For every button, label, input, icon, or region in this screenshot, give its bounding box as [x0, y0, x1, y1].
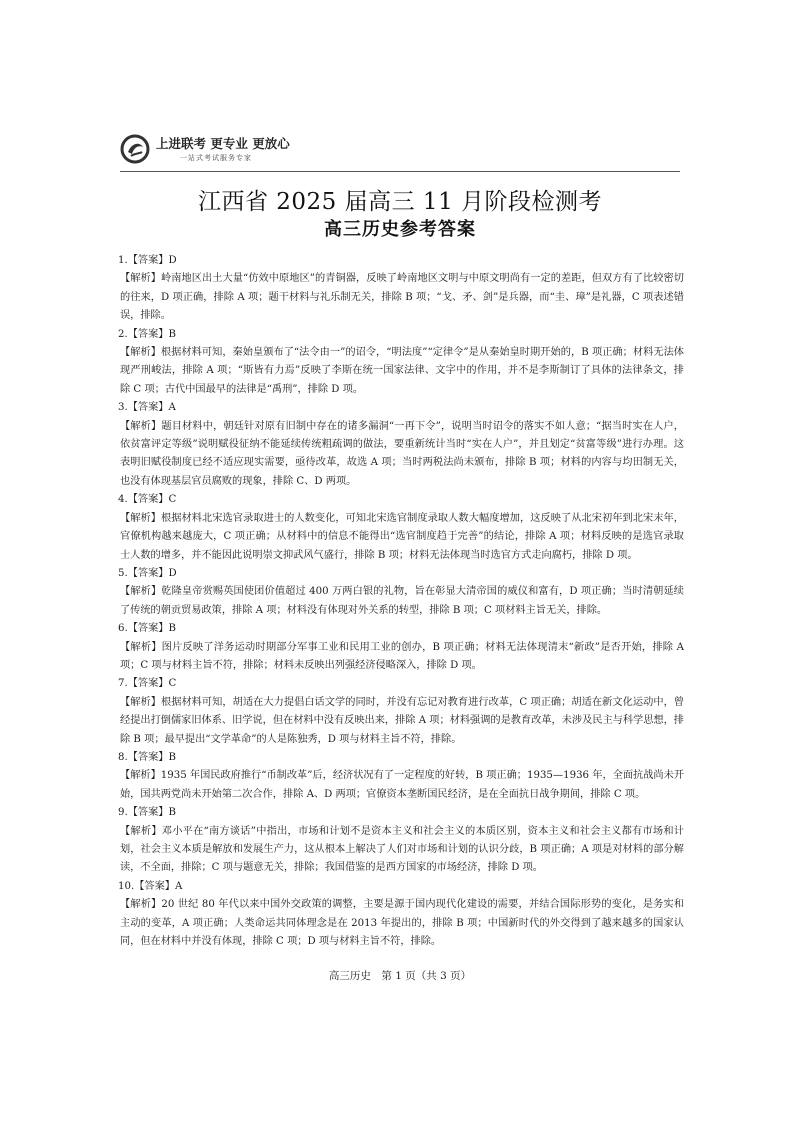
- question-explanation: 【解析】根据材料可知，秦始皇颁布了“法令由一”的诏令，“明法度”“定律令”是从秦始皇时期开始的，B 项正确；材料无法体现严刑峻法，排除 A 项；“斯皆有力焉”反映了李斯在统一国家法律、文字中的作用，并不是李斯制订了具体的法律条文，排除 C 项；古代中国最早的法律是“禹刑”，排除 D 项。: [120, 347, 684, 395]
- question-explanation: 【解析】邓小平在“南方谈话”中指出，市场和计划不是资本主义和社会主义的本质区别，资本主义和社会主义都有市场和计划，社会主义本质是解放和发展生产力，这从根本上解决了人们对市场和计划的认识分歧，B 项正确；A 项是对材料的部分解读，不全面，排除；C 项与题意无关，排除；我国借鉴的是西方国家的市场经济，排除 D 项。: [120, 825, 684, 874]
- question-answer: 9.【答案】B: [118, 807, 176, 819]
- page-subtitle: 高三历史参考答案: [324, 219, 476, 240]
- header-divider: [120, 171, 680, 172]
- question-answer: 7.【答案】C: [118, 678, 177, 690]
- brand-tagline: 一站式考试服务专家: [180, 154, 252, 162]
- page-title: 江西省 2025 届高三 11 月阶段检测考: [197, 189, 603, 215]
- question-explanation: 【解析】乾隆皇帝赏赐英国使团价值超过 400 万两白银的礼物，旨在彰显大清帝国的威仪和富有，D 项正确；当时清朝延续了传统的朝贡贸易政策，排除 A 项；材料没有体现对外关系的转型，排除 B 项；C 项材料主旨无关，排除。: [120, 586, 684, 616]
- question-answer: 10.【答案】A: [118, 880, 183, 892]
- question-explanation: 【解析】1935 年国民政府推行“币制改革”后，经济状况有了一定程度的好转，B 项正确；1935—1936 年，全面抗战尚未开始，国共两党尚未开始第二次合作，排除 A、D 两项；官僚资本垄断国民经济，是在全面抗日战争期间，排除 C 项。: [120, 770, 684, 800]
- question-item: [118, 804, 684, 878]
- page-footer: 高三历史 第 1 页（共 3 页）: [328, 970, 472, 982]
- answer-list: [118, 252, 684, 951]
- question-explanation: 【解析】根据材料可知，胡适在大力提倡白话文学的同时，并没有忘记对教育进行改革，C 项正确；胡适在新文化运动中，曾经提出打倒儒家旧体系、旧学说，但在材料中没有反映出来，排除 A 项；材料强调的是教育改革，未涉及民主与科学思想，排除 B 项；最早提出“文学革命”的人是陈独秀，D 项与材料主旨不符，排除。: [120, 696, 684, 745]
- question-item: [118, 620, 684, 675]
- question-answer: 6.【答案】B: [118, 623, 176, 635]
- question-explanation: 【解析】20 世纪 80 年代以来中国外交政策的调整，主要是源于国内现代化建设的需要，并结合国际形势的变化，是务实和主动的变革，A 项正确；人类命运共同体理念是在 2013 年提出的，排除 B 项；中国新时代的外交得到了越来越多的国家认同，但在材料中并没有体现，排除 C 项；D 项与材料主旨不符，排除。: [120, 899, 684, 948]
- question-item: [118, 252, 684, 326]
- question-item: [118, 878, 684, 952]
- question-answer: 1.【答案】D: [118, 255, 177, 266]
- question-item: [118, 399, 684, 491]
- question-explanation: 【解析】图片反映了洋务运动时期部分军事工业和民用工业的创办，B 项正确；材料无法体现清末“新政”是否开始，排除 A 项；C 项与材料主旨不符，排除；材料未反映出列强经济侵略深入，排除 D 项。: [120, 641, 684, 671]
- brand-slogan: 上进联考 更专业 更放心: [156, 136, 290, 151]
- question-item: [118, 749, 684, 804]
- brand-logo-icon: [120, 134, 150, 164]
- question-item: [118, 326, 684, 400]
- question-explanation: 【解析】根据材料北宋选官录取进士的人数变化，可知北宋选官制度录取人数大幅度增加，这反映了从北宋初年到北宋末年，官僚机构越来越庞大，C 项正确；从材料中的信息不能得出“选官制度趋于完善”的结论，排除 A 项；材料反映的是选官录取士人数的增多，并不能因此说明崇文抑武风气盛行，排除 B 项；材料无法体现当时选官方式走向腐朽，排除 D 项。: [120, 512, 684, 561]
- question-answer: 5.【答案】D: [118, 567, 177, 579]
- question-answer: 4.【答案】C: [118, 494, 177, 506]
- question-item: [118, 565, 684, 620]
- question-explanation: 【解析】题目材料中，朝廷针对原有旧制中存在的诸多漏洞“一再下令”，说明当时诏令的落实不如人意；“据当时实在人户，依贫富评定等级”说明赋役征纳不能延续传统粗疏调的做法，要重新统计当时“实在人户”，并且划定“贫富等级”进行办理。这表明旧赋役制度已经不适应现实需要，亟待改革，故选 A 项；当时两税法尚未颁布，排除 B 项；材料的内容与均田制无关，也没有体现基层官员腐败的现象，排除 C、D 两项。: [120, 420, 684, 487]
- question-answer: 8.【答案】B: [118, 751, 176, 763]
- brand-logo: [120, 132, 420, 172]
- question-item: [118, 491, 684, 565]
- question-explanation: 【解析】岭南地区出土大量“仿效中原地区”的青铜器，反映了岭南地区文明与中原文明尚有一定的差距，但双方有了比较密切的往来，D 项正确，排除 A 项；题干材料与礼乐制无关，排除 B 项；“戈、矛、剑”是兵器，而“圭、璋”是礼器，C 项表述错误，排除。: [120, 273, 684, 322]
- question-answer: 2.【答案】B: [118, 328, 176, 340]
- question-answer: 3.【答案】A: [118, 402, 176, 414]
- question-item: [118, 675, 684, 749]
